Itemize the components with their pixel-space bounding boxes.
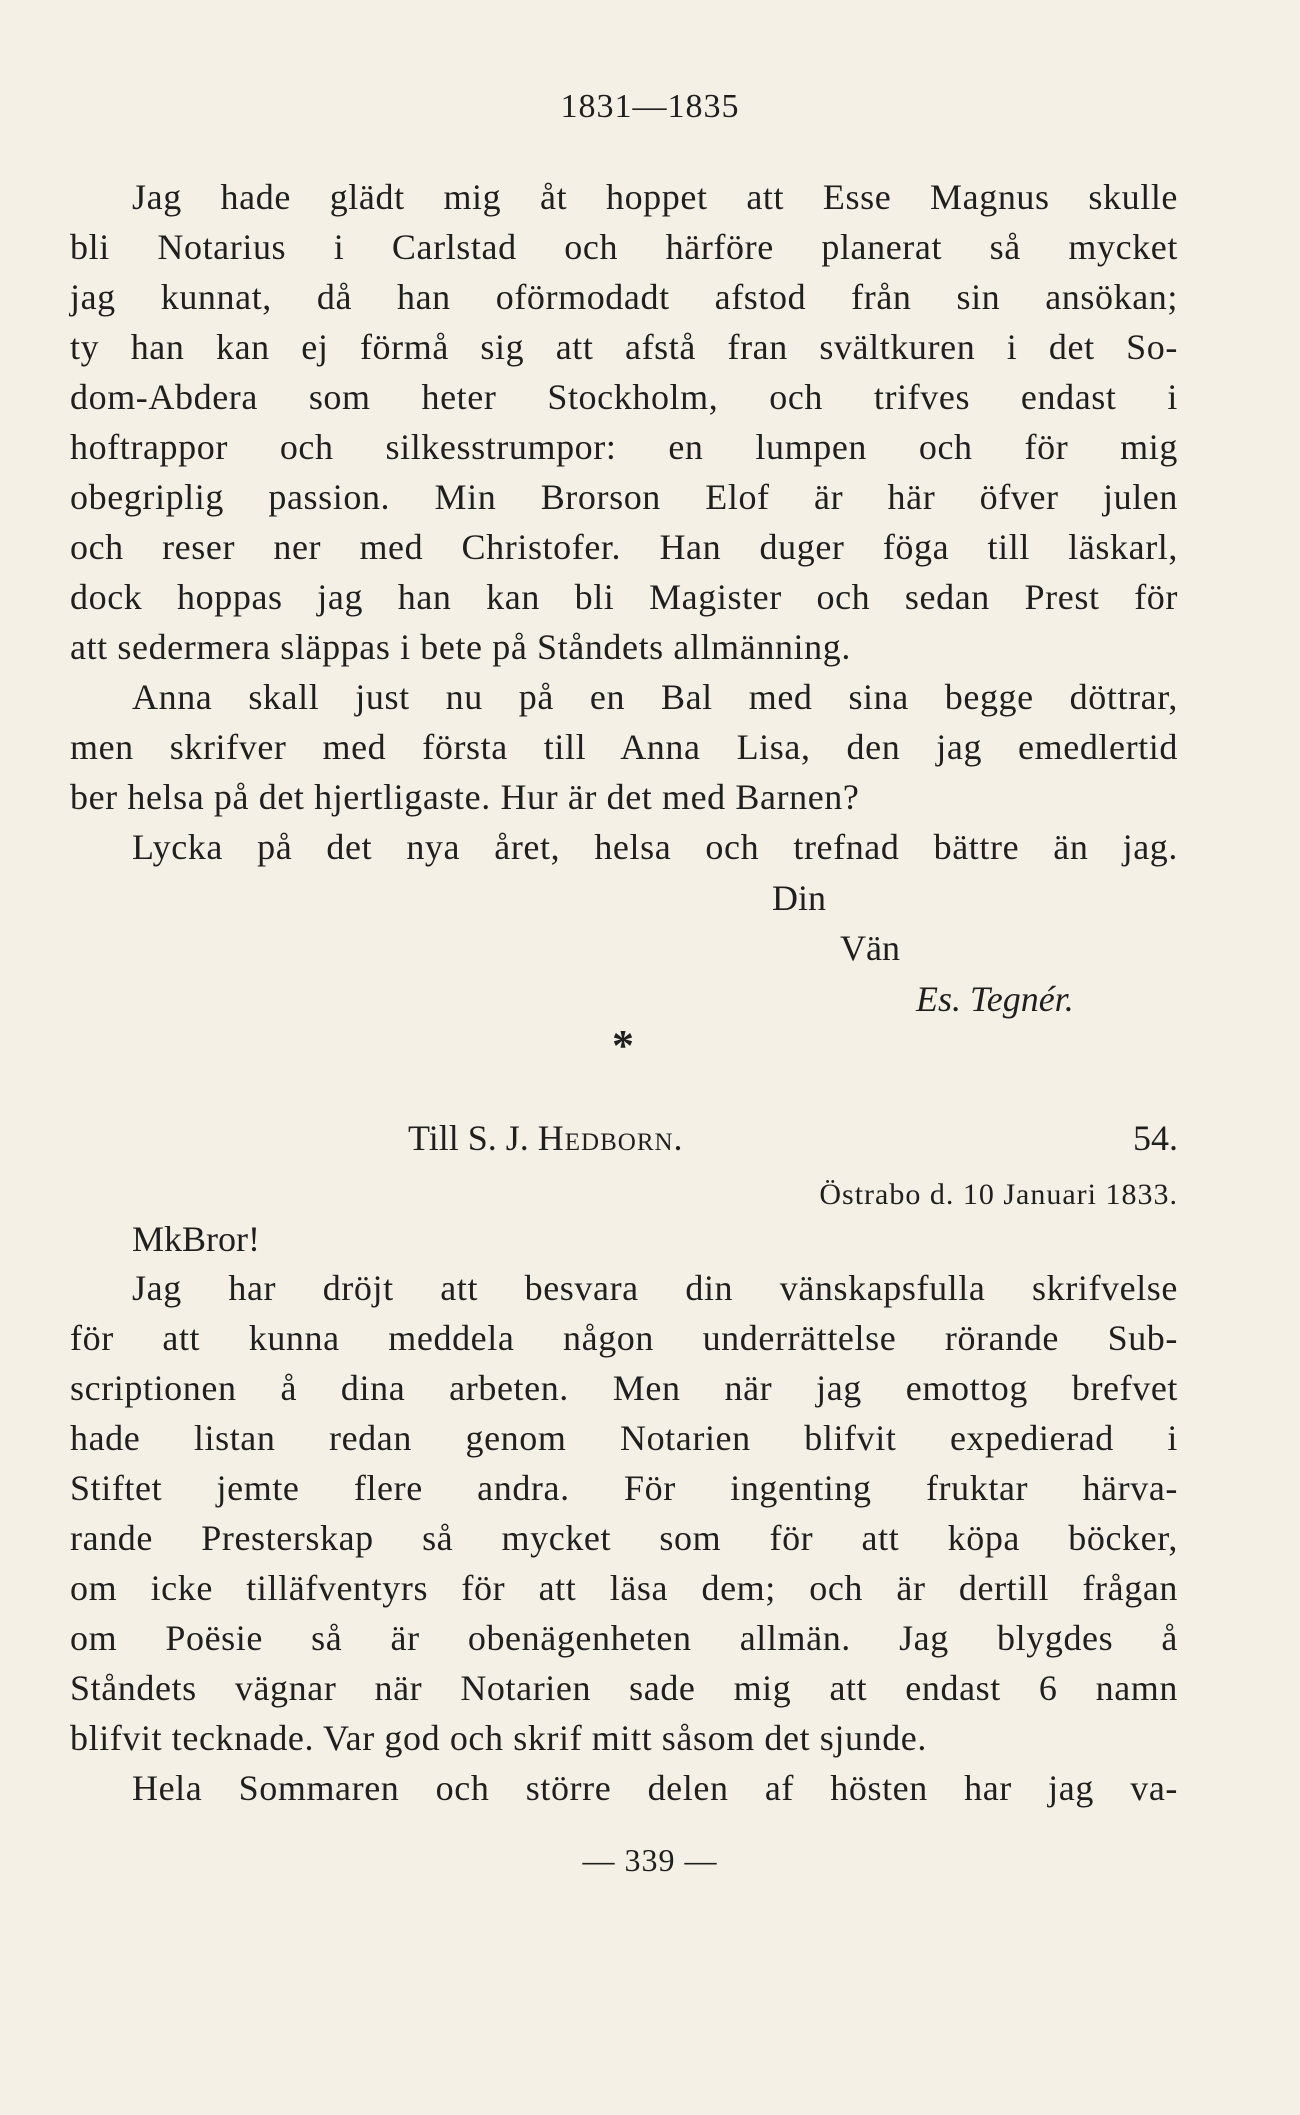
text-line: Jag hade glädt mig åt hoppet att Esse Magnus skulle [132, 177, 1178, 217]
heading-recipient: Hedborn. [537, 1118, 684, 1158]
letter-number: 54. [1133, 1118, 1178, 1158]
heading-prefix: Till S. J. [408, 1118, 529, 1158]
asterisk-separator: * [612, 1021, 634, 1070]
text-line: att sedermera släppas i bete på Ståndets allmänning. [70, 627, 851, 667]
text-line: ber helsa på det hjertligaste. Hur är det med Barnen? [70, 777, 860, 817]
text-line: Lycka på det nya året, helsa och trefnad bättre än jag. [132, 827, 1178, 867]
closing-din: Din [772, 878, 826, 918]
letter-body-2 [70, 1263, 1178, 1813]
salutation: MkBror! [132, 1219, 260, 1259]
closing-van: Vän [840, 928, 900, 968]
text-line: obegriplig passion. Min Brorson Elof är här öfver julen [70, 477, 1178, 517]
text-line: dom-Abdera som heter Stockholm, och trifves endast i [70, 377, 1178, 417]
dateline: Östrabo d. 10 Januari 1833. [819, 1178, 1178, 1211]
text-line: för att kunna meddela någon underrättelse rörande Sub- [70, 1318, 1178, 1358]
text-line: och reser ner med Christofer. Han duger föga till läskarl, [70, 527, 1178, 567]
text-line: Anna skall just nu på en Bal med sina begge döttrar, [132, 677, 1178, 717]
text-line: scriptionen å dina arbeten. Men när jag emottog brefvet [70, 1368, 1178, 1408]
running-head: 1831—1835 [560, 88, 740, 125]
text-line: ty han kan ej förmå sig att afstå fran svältkuren i det So- [70, 327, 1178, 367]
text-line: jag kunnat, då han oförmodadt afstod från sin ansökan; [70, 277, 1178, 317]
signature: Es. Tegnér. [916, 979, 1074, 1019]
text-line: rande Presterskap så mycket som för att köpa böcker, [70, 1518, 1178, 1558]
text-line: Stiftet jemte flere andra. För ingenting fruktar härva- [70, 1468, 1178, 1508]
letter-heading [408, 1117, 1178, 1159]
text-line: Ståndets vägnar när Notarien sade mig att endast 6 namn [70, 1668, 1178, 1708]
page-number: — 339 — [582, 1842, 718, 1878]
text-line: hoftrappor och silkesstrumpor: en lumpen och för mig [70, 427, 1178, 467]
text-line: dock hoppas jag han kan bli Magister och sedan Prest för [70, 577, 1178, 617]
text-line: blifvit tecknade. Var god och skrif mitt såsom det sjunde. [70, 1718, 927, 1758]
text-line: hade listan redan genom Notarien blifvit expedierad i [70, 1418, 1178, 1458]
text-line: Hela Sommaren och större delen af hösten har jag va- [132, 1768, 1178, 1808]
text-line: om icke tilläfventyrs för att läsa dem; och är dertill frågan [70, 1568, 1178, 1608]
text-line: men skrifver med första till Anna Lisa, den jag emedlertid [70, 727, 1178, 767]
letter-body-1 [70, 172, 1178, 872]
text-line: bli Notarius i Carlstad och härföre planerat så mycket [70, 227, 1178, 267]
text-line: Jag har dröjt att besvara din vänskapsfulla skrifvelse [132, 1268, 1178, 1308]
text-line: om Poësie så är obenägenheten allmän. Jag blygdes å [70, 1618, 1178, 1658]
